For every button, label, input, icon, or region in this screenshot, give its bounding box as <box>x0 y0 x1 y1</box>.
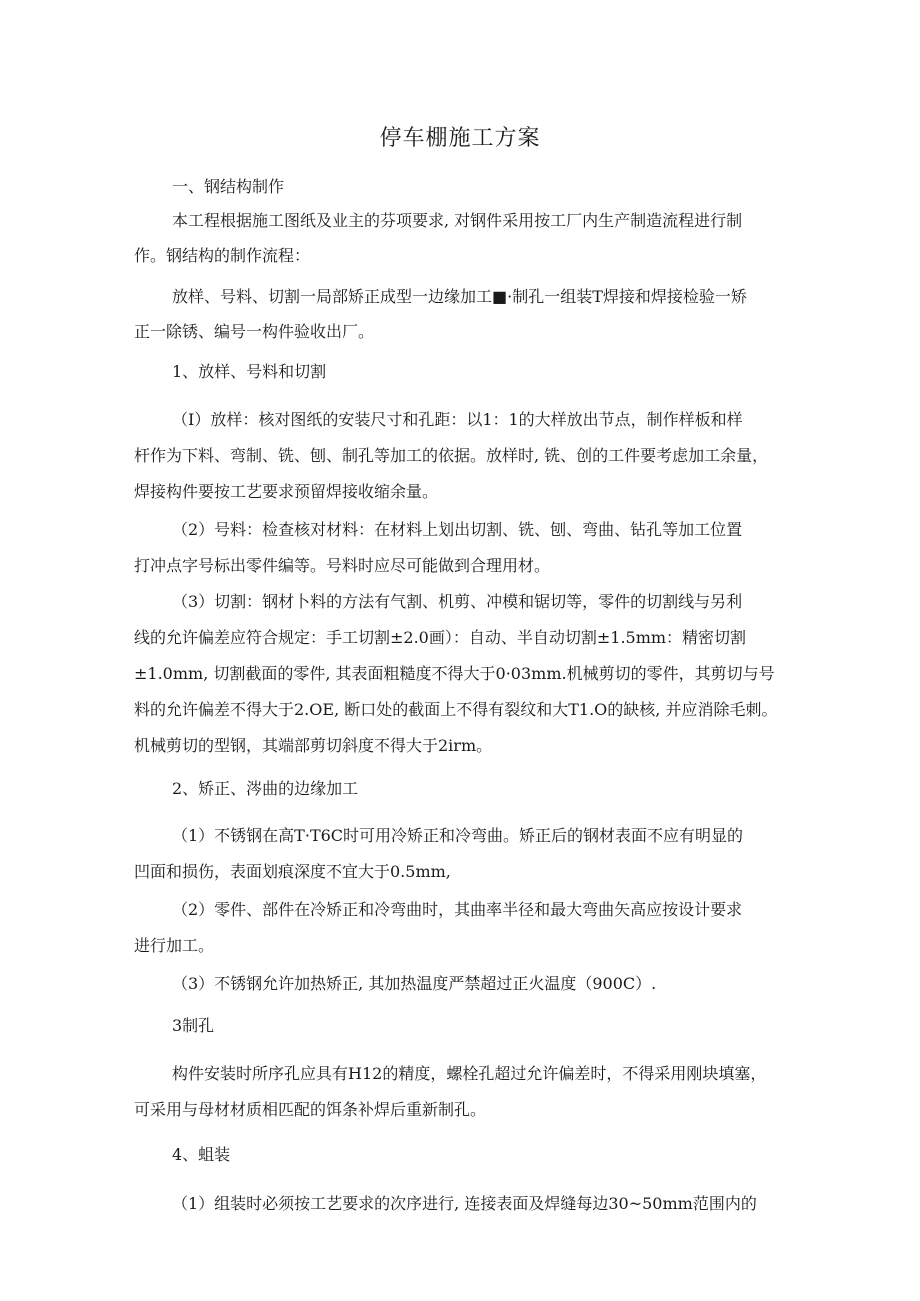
paragraph-line: 作。钢结构的制作流程： <box>134 246 311 265</box>
paragraph-line: 正一除锈、编号一构件验收出厂。 <box>134 322 375 341</box>
paragraph-line: 机械剪切的型钢，其端部剪切斜度不得大于2irm。 <box>134 736 493 755</box>
paragraph-line: 焊接构件要按工艺要求预留焊接收缩余量。 <box>134 482 439 501</box>
subsection-heading: 3制孔 <box>172 1016 215 1035</box>
paragraph-line: 料的允许偏差不得大于2.OE, 断口处的截面上不得有裂纹和大T1.O的缺核, 并应消除毛刺。 <box>134 700 778 719</box>
paragraph-line: 打冲点字号标出零件编等。号料时应尽可能做到合理用材。 <box>134 556 551 575</box>
section-heading: 一、钢结构制作 <box>172 177 285 196</box>
paragraph-line: ±1.0mm, 切割截面的零件, 其表面粗糙度不得大于0·03mm.机械剪切的零件，其剪切与号 <box>134 664 775 683</box>
paragraph-line: （2）零件、部件在冷矫正和冷弯曲时，其曲率半径和最大弯曲矢高应按设计要求 <box>172 900 743 919</box>
paragraph-line: 本工程根据施工图纸及业主的芬项要求, 对钢件采用按工厂内生产制造流程进行制 <box>172 211 743 230</box>
subsection-heading: 2、矫正、涔曲的边缘加工 <box>172 779 359 798</box>
paragraph-line: （3）不锈钢允许加热矫正, 其加热温度严禁超过正火温度（900C）. <box>172 974 657 993</box>
subsection-heading: 1、放样、号料和切割 <box>172 362 327 381</box>
paragraph-line: 线的允许偏差应符合规定：手工切割±2.0画）：自动、半自动切割±1.5mm：精密切割 <box>134 628 747 647</box>
paragraph-line: 构件安装时所序孔应具有H12的精度，螺栓孔超过允许偏差时，不得采用刚块填塞， <box>172 1064 767 1083</box>
paragraph-line: （1）组装时必须按工艺要求的次序进行, 连接表面及焊缝每边30~50mm范围内的 <box>172 1194 757 1213</box>
paragraph-line: 可采用与母材材质相匹配的饵条补焊后重新制孔。 <box>134 1100 487 1119</box>
paragraph-line: 放样、号料、切割一局部矫正成型一边缘加工■·制孔一组装T焊接和焊接检验一矫 <box>172 287 747 306</box>
paragraph-line: （1）不锈钢在高T·T6C时可用冷矫正和冷弯曲。矫正后的钢材表面不应有明显的 <box>172 826 744 845</box>
paragraph-line: （I）放样：核对图纸的安装尺寸和孔距：以1：1的大样放出节点，制作样板和样 <box>172 410 743 429</box>
paragraph-line: 杆作为下料、弯制、铣、刨、制孔等加工的依据。放样时, 铣、创的工件要考虑加工余量， <box>134 446 769 465</box>
paragraph-line: （2）号料：检查核对材料：在材料上划出切割、铣、刨、弯曲、钻孔等加工位置 <box>172 520 743 539</box>
paragraph-line: 凹面和损伤，表面划痕深度不宜大于0.5mm, <box>134 862 451 881</box>
paragraph-line: 进行加工。 <box>134 936 215 955</box>
document-title: 停车棚施工方案 <box>379 126 541 151</box>
subsection-heading: 4、蛆装 <box>172 1145 231 1164</box>
paragraph-line: （3）切割：钢材卜料的方法有气割、机剪、冲模和锯切等，零件的切割线与另利 <box>172 592 743 611</box>
